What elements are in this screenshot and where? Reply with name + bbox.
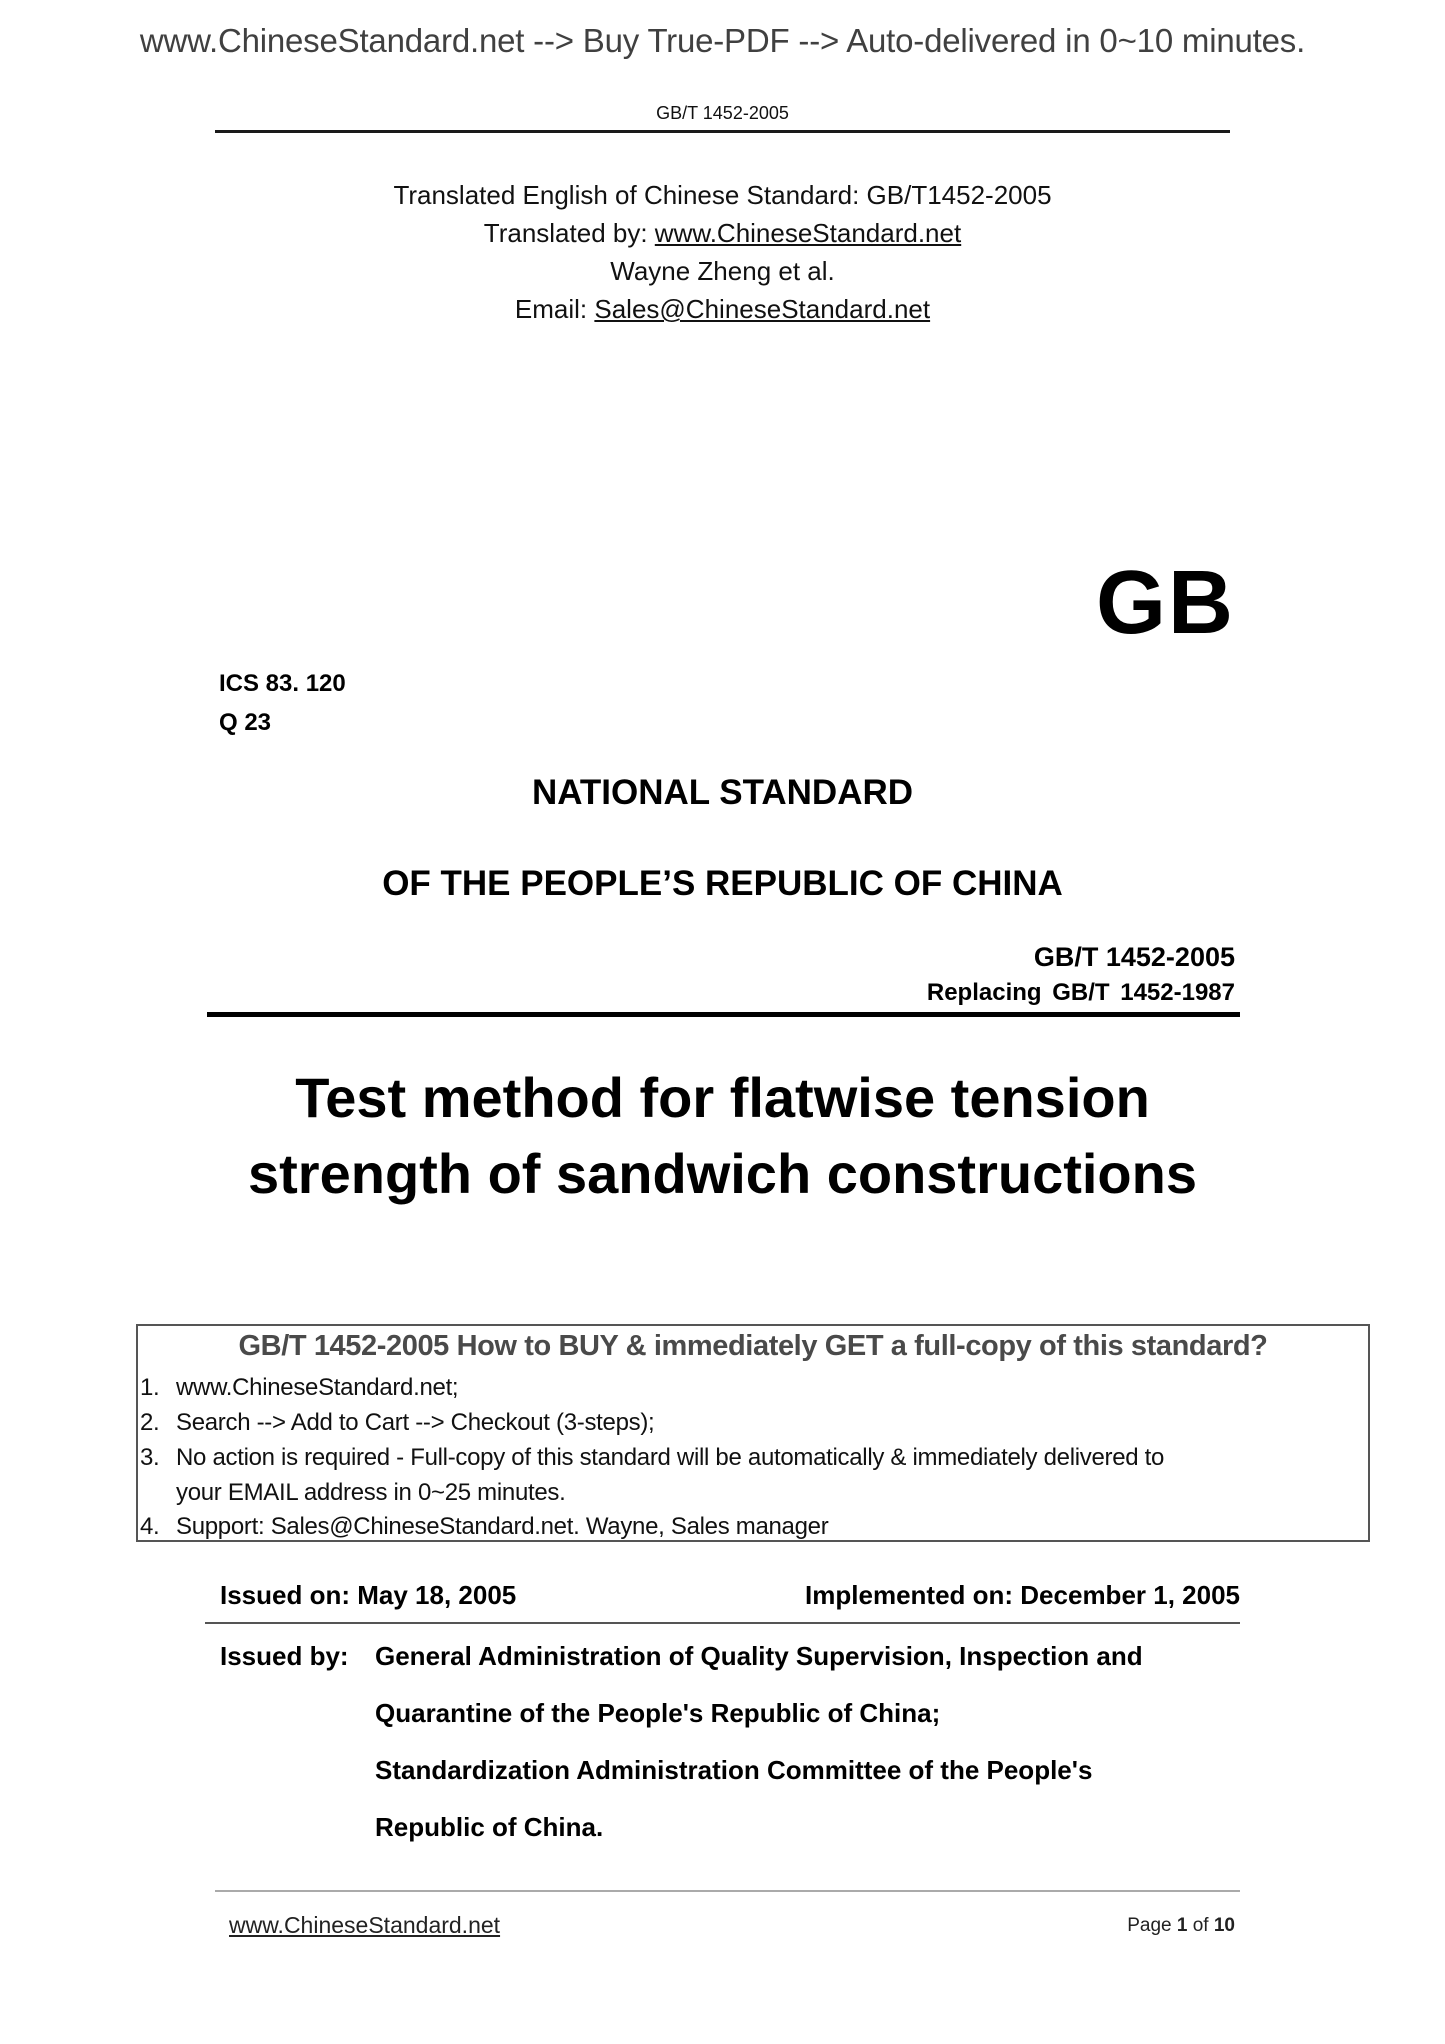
header-divider — [215, 130, 1230, 133]
title-divider — [207, 1012, 1240, 1017]
ccs-code: Q 23 — [219, 709, 272, 736]
country-heading: OF THE PEOPLE’S REPUBLIC OF CHINA — [382, 864, 1063, 903]
issued-by-label: Issued by: — [220, 1641, 349, 1671]
step-number: 1. — [140, 1374, 160, 1401]
purchase-step — [140, 1374, 458, 1402]
step-number: 2. — [140, 1409, 160, 1436]
page-current: 1 — [1176, 1915, 1188, 1936]
page-indicator — [1127, 1915, 1235, 1937]
email-line — [0, 294, 1445, 325]
issuer-line: Quarantine of the People's Republic of China; — [375, 1698, 941, 1728]
footer-divider — [215, 1890, 1240, 1892]
step-text: Search --> Add to Cart --> Checkout (3-steps); — [176, 1409, 655, 1436]
translator-website-link[interactable]: www.ChineseStandard.net — [654, 218, 962, 248]
translation-line: Translated English of Chinese Standard: GB/T1452-2005 — [393, 180, 1052, 210]
issuer-line: Standardization Administration Committee of the People's — [375, 1755, 1093, 1785]
step-text: No action is required - Full-copy of this standard will be automatically & immediately delivered to — [176, 1444, 1165, 1471]
translated-by-label: Translated by: — [483, 218, 655, 248]
header-standard-code: GB/T 1452-2005 — [656, 103, 789, 123]
replacing-standard: Replacing GB/T 1452-1987 — [926, 979, 1235, 1006]
document-title-line-2: strength of sandwich constructions — [248, 1142, 1197, 1205]
step-text: Support: Sales@ChineseStandard.net. Wayne, Sales manager — [176, 1513, 829, 1540]
issue-divider — [205, 1622, 1240, 1624]
standard-number: GB/T 1452-2005 — [1033, 942, 1235, 972]
page-of: of — [1187, 1915, 1214, 1936]
page-label: Page — [1127, 1915, 1177, 1936]
promo-banner: www.ChineseStandard.net --> Buy True-PDF --> Auto-delivered in 0~10 minutes. — [139, 22, 1306, 59]
translated-by — [0, 218, 1445, 249]
email-link[interactable]: Sales@ChineseStandard.net — [594, 294, 931, 324]
step-text-continuation: your EMAIL address in 0~25 minutes. — [176, 1479, 566, 1506]
purchase-box-title: GB/T 1452-2005 How to BUY & immediately GET a full-copy of this standard? — [238, 1330, 1268, 1362]
issued-on-date: Issued on: May 18, 2005 — [220, 1580, 517, 1610]
document-title-line-1: Test method for flatwise tension — [295, 1066, 1150, 1129]
step-number: 4. — [140, 1513, 160, 1540]
issuer-line: General Administration of Quality Supervision, Inspection and — [375, 1641, 1143, 1671]
gb-mark: GB — [1096, 553, 1235, 653]
purchase-step — [140, 1513, 828, 1541]
implemented-on-date: Implemented on: December 1, 2005 — [805, 1580, 1240, 1610]
issuer-line: Republic of China. — [375, 1812, 604, 1842]
ics-code: ICS 83. 120 — [219, 670, 346, 697]
purchase-info-box — [136, 1324, 1370, 1542]
footer-website-link[interactable]: www.ChineseStandard.net — [229, 1912, 501, 1938]
purchase-step — [140, 1409, 654, 1437]
purchase-step — [140, 1444, 1164, 1472]
page-total: 10 — [1213, 1915, 1235, 1936]
email-label: Email: — [514, 294, 595, 324]
translator-name: Wayne Zheng et al. — [610, 256, 835, 286]
step-number: 3. — [140, 1444, 160, 1471]
national-standard-heading: NATIONAL STANDARD — [531, 773, 914, 812]
step-text: www.ChineseStandard.net; — [176, 1374, 459, 1401]
